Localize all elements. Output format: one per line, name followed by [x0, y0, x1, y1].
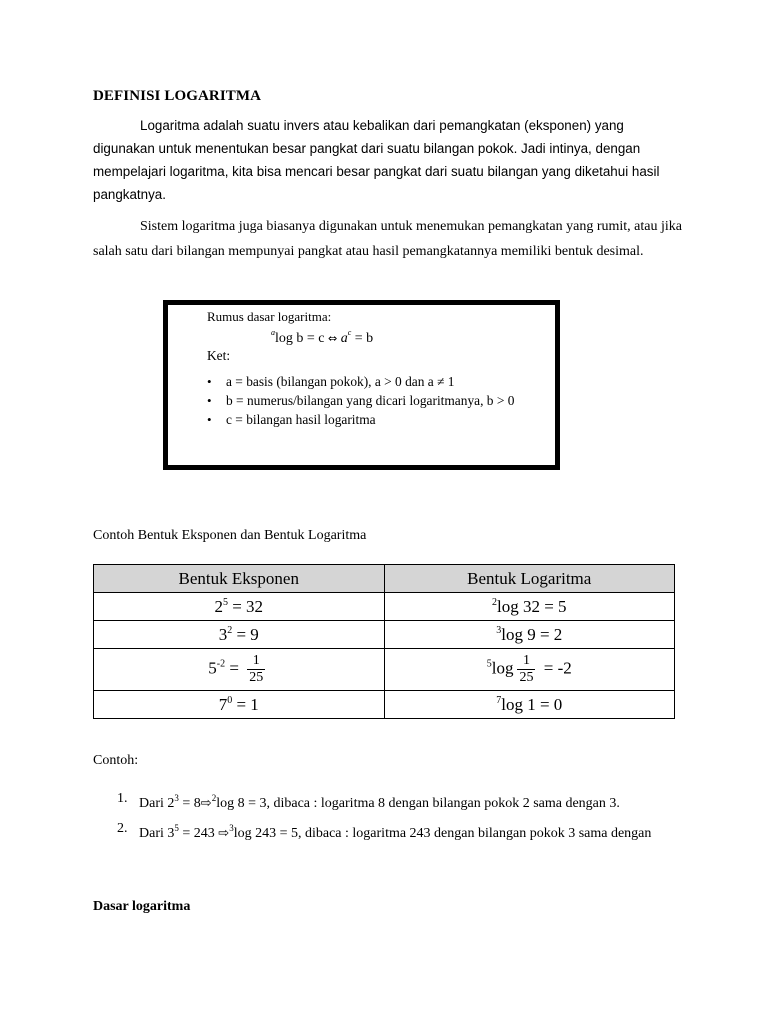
implies-arrow-icon: ⇨: [200, 796, 212, 811]
example-mid: = 243: [178, 826, 219, 841]
exp-cell: [94, 649, 385, 691]
exp-cell: [94, 621, 385, 649]
fraction: [517, 653, 535, 686]
bullet-icon: •: [207, 374, 212, 389]
formula-a: a: [340, 331, 348, 346]
formula-box: [163, 300, 560, 470]
ket-item-hasil: [207, 410, 514, 429]
exp-power: 2: [227, 624, 233, 636]
formula-box-title: Rumus dasar logaritma:: [207, 309, 332, 324]
log-base-sup: 3: [496, 624, 502, 636]
exp-base: 7: [218, 694, 228, 714]
implies-arrow-icon: ⇨: [218, 826, 230, 841]
ket-item-basis: [207, 372, 514, 391]
table-row: [94, 621, 675, 649]
example-post: log 243 = 5, dibaca : logaritma 243 dengan bilangan pokok 3 sama dengan: [233, 826, 652, 841]
log-rest: log 1 = 0: [501, 694, 563, 714]
example-power: 5: [174, 823, 179, 833]
example-post: log 8 = 3, dibaca : logaritma 8 dengan bilangan pokok 2 sama dengan 3.: [216, 796, 620, 811]
exp-rest: = 32: [227, 596, 264, 616]
example-log-base: 2: [211, 793, 217, 803]
formula-eq-b: = b: [351, 331, 374, 346]
formula-equiv: ⇔: [328, 332, 338, 345]
log-base-sup: 7: [496, 694, 502, 706]
log-cell: [384, 691, 675, 719]
example-pre: Dari 2: [139, 796, 175, 811]
log-rest: log 32 = 5: [496, 596, 567, 616]
exp-cell: [94, 691, 385, 719]
example-pre: Dari 3: [139, 826, 175, 841]
log-base-sup: 5: [486, 658, 492, 670]
exp-base: 5: [208, 658, 217, 678]
bullet-icon: •: [207, 412, 212, 427]
exp-log-table: [93, 564, 675, 719]
log-tail: = -2: [539, 658, 572, 678]
fraction-numerator: 1: [247, 653, 265, 670]
fraction-denominator: 25: [249, 670, 264, 685]
exp-base: 3: [218, 624, 228, 644]
definition-paragraph: Logaritma adalah suatu invers atau kebalikan dari pemangkatan (eksponen) yang digunakan untuk menentukan besar pangkat dari suatu bilangan pokok. Jadi intinya, dengan mempelajari logaritma, kita bisa mencari besar pangkat dari suatu bilangan yang diketahui hasil pangkatnya.: [93, 118, 660, 202]
fraction: [247, 653, 265, 686]
examples-list: [93, 786, 673, 846]
table-row: [94, 649, 675, 691]
exp-rest: = 1: [232, 694, 259, 714]
examples-label: Contoh:: [93, 753, 139, 768]
exp-power: 5: [222, 596, 228, 608]
ket-item-numerus: [207, 391, 514, 410]
ket-item-text: b = numerus/bilangan yang dicari logaritmanya, b > 0: [226, 393, 515, 408]
exp-base: 2: [214, 596, 223, 616]
log-base-sup: 2: [491, 596, 497, 608]
exp-rest: =: [225, 658, 244, 678]
example-power: 3: [174, 793, 179, 803]
example-log-base: 3: [229, 823, 234, 833]
ket-list: [207, 372, 514, 429]
bullet-icon: •: [207, 393, 212, 408]
fraction-denominator: 25: [519, 670, 534, 685]
log-formula: [271, 328, 373, 347]
log-cell: [384, 649, 675, 691]
fraction-numerator: 1: [517, 653, 535, 670]
page-title: DEFINISI LOGARITMA: [93, 88, 262, 104]
ket-item-text: a = basis (bilangan pokok), a > 0 dan a ≠ 1: [226, 374, 455, 389]
log-rest: log 9 = 2: [501, 624, 563, 644]
example-item: [93, 786, 673, 816]
table-section-label: Contoh Bentuk Eksponen dan Bentuk Logaritma: [93, 528, 367, 543]
header-bentuk-logaritma: Bentuk Logaritma: [384, 565, 675, 593]
formula-log-part: log b = c: [275, 331, 325, 346]
exp-power: -2: [216, 658, 226, 670]
example-mid: = 8: [178, 796, 201, 811]
example-number: 1.: [117, 791, 128, 806]
header-bentuk-eksponen: Bentuk Eksponen: [94, 565, 385, 593]
exp-cell: [94, 593, 385, 621]
table-row: [94, 691, 675, 719]
example-item: [93, 816, 673, 846]
table-header-row: [94, 565, 675, 593]
log-rest: log: [491, 658, 514, 678]
exp-log-table-wrap: [93, 564, 675, 719]
usage-paragraph: Sistem logaritma juga biasanya digunakan untuk menemukan pemangkatan yang rumit, atau jika salah satu dari bilangan mempunyai pangkat atau hasil pemangkatannya memiliki bentuk desimal.: [93, 219, 682, 259]
formula-base-sup: a: [271, 328, 275, 337]
exp-rest: = 9: [232, 624, 259, 644]
ket-item-text: c = bilangan hasil logaritma: [226, 412, 376, 427]
log-cell: [384, 621, 675, 649]
formula-exp-sup: c: [347, 328, 352, 337]
ket-label: Ket:: [207, 348, 231, 363]
dasar-logaritma-heading: Dasar logaritma: [93, 899, 191, 914]
example-number: 2.: [117, 821, 128, 836]
log-cell: [384, 593, 675, 621]
exp-power: 0: [227, 694, 233, 706]
table-row: [94, 593, 675, 621]
